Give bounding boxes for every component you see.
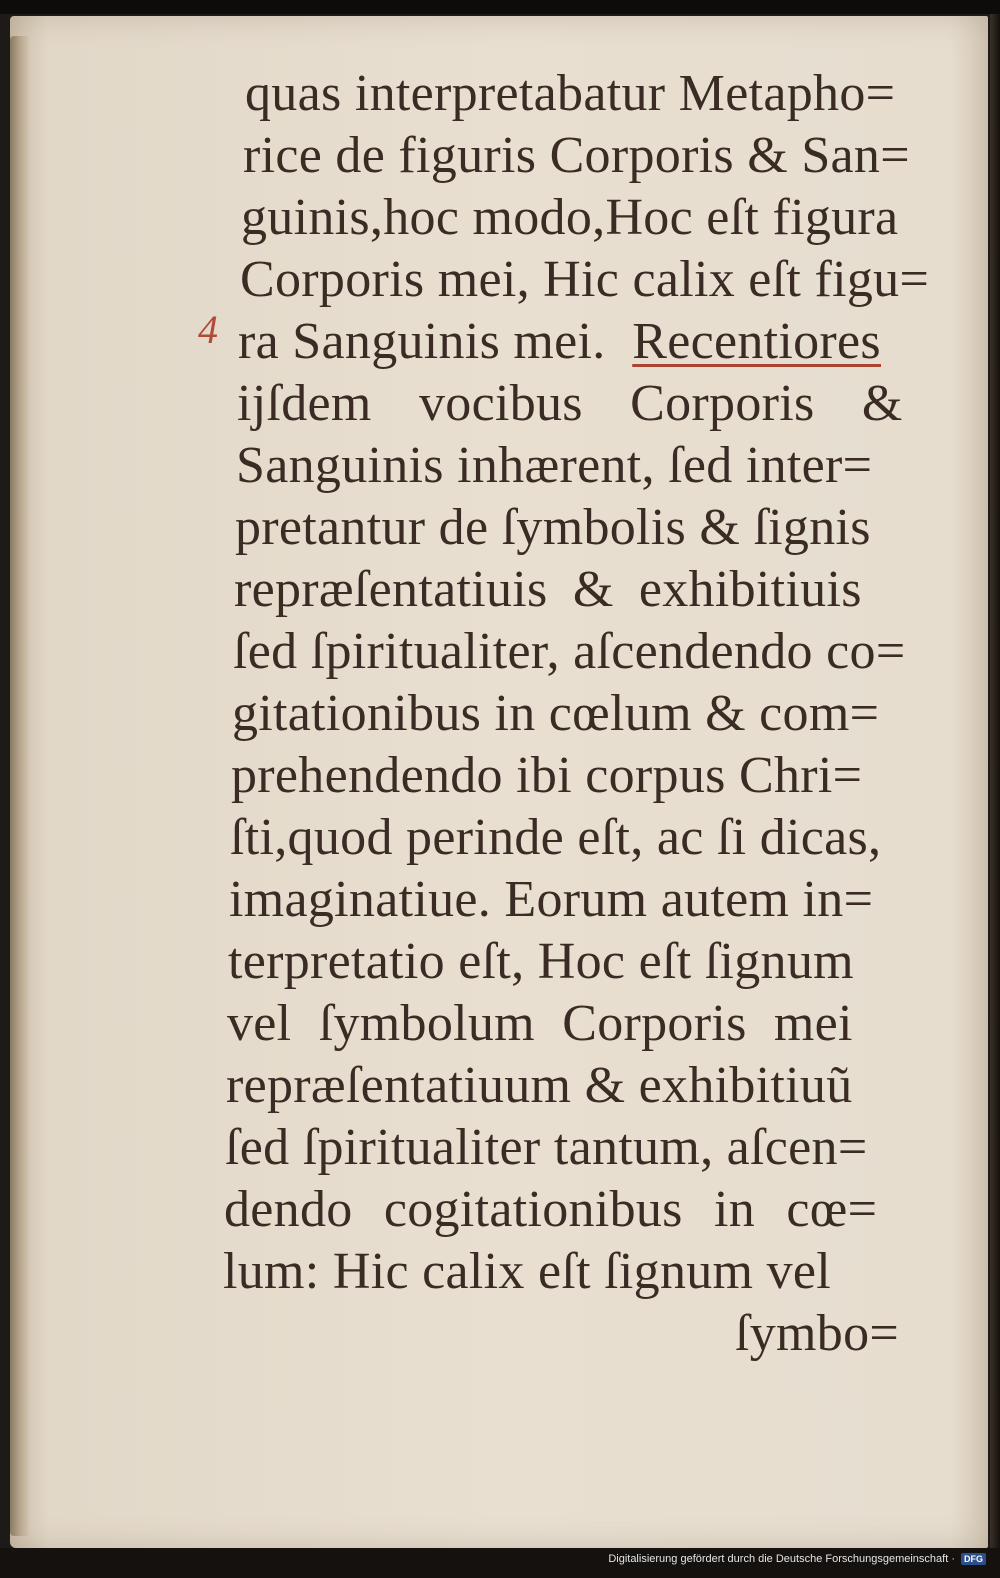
- text-line-18: ſed ſpiritualiter tantum, aſcen=: [225, 1119, 868, 1176]
- text-line-6: ijſdem vocibus Corporis &: [237, 375, 903, 432]
- page-text: [10, 16, 988, 1548]
- text-line-15: terpretatio eſt, Hoc eſt ſignum: [228, 933, 854, 990]
- text-line-2: rice de figuris Corporis & San=: [243, 127, 910, 184]
- text-line-11: gitationibus in cœlum & com=: [232, 685, 880, 742]
- text-line-12: prehendendo ibi corpus Chri=: [231, 747, 863, 804]
- book-page: [10, 16, 988, 1548]
- scanner-top-edge: [0, 0, 1000, 14]
- text-line-7: Sanguinis inhærent, ſed inter=: [236, 437, 873, 494]
- funding-credit-text: Digitalisierung gefördert durch die Deutsche Forschungsgemeinschaft ·: [608, 1553, 955, 1565]
- text-line-16: vel ſymbolum Corporis mei: [227, 995, 853, 1052]
- text-line-21: ſymbo=: [735, 1305, 900, 1362]
- text-line-8: pretantur de ſymbolis & ſignis: [235, 499, 871, 556]
- underlined-word: Recentiores: [632, 313, 881, 370]
- text-line-14: imaginatiue. Eorum autem in=: [229, 871, 874, 928]
- dfg-logo-icon: DFG: [961, 1553, 986, 1565]
- text-line-4: Corporis mei, Hic calix eſt figu=: [240, 251, 930, 308]
- margin-annotation: 4: [198, 307, 218, 352]
- text-line-20: lum: Hic calix eſt ſignum vel: [223, 1243, 832, 1300]
- text-line-10: ſed ſpiritualiter, aſcendendo co=: [233, 623, 906, 680]
- text-line-5: [238, 312, 881, 372]
- book-binding-edge: [990, 14, 1000, 1550]
- text-line-19: dendo cogitationibus in cœ=: [224, 1181, 878, 1238]
- text-line-9: repræſentatiuis & exhibitiuis: [234, 561, 862, 618]
- text-line-5-text: ra Sanguinis mei.: [238, 313, 606, 370]
- text-line-13: ſti,quod perinde eſt, ac ſi dicas,: [230, 809, 882, 866]
- digitization-credit: [608, 1553, 986, 1565]
- text-line-17: repræſentatiuum & exhibitiuũ: [226, 1057, 853, 1114]
- text-line-1: quas interpretabatur Metapho=: [245, 65, 896, 122]
- text-line-3: guinis,hoc modo,Hoc eſt figura: [241, 189, 899, 246]
